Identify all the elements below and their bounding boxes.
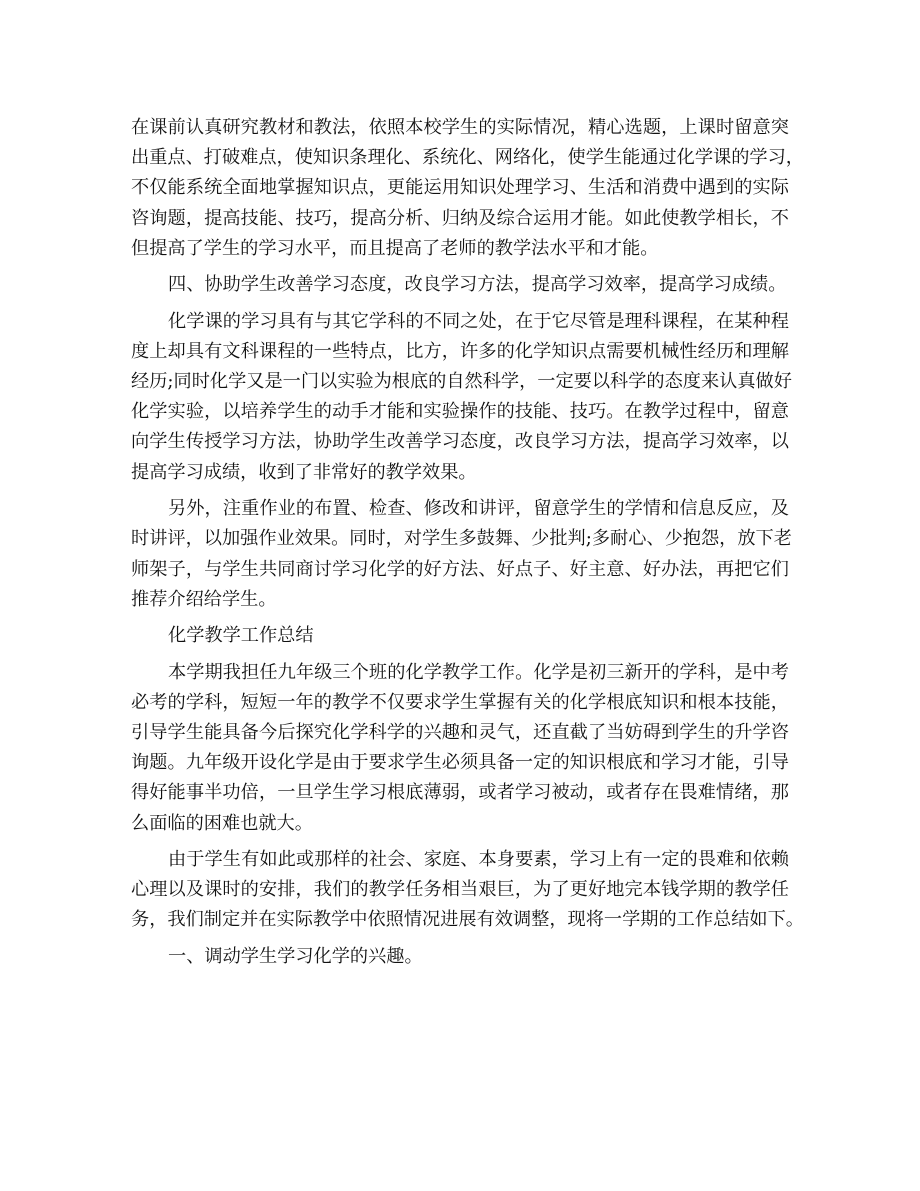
paragraph (131, 621, 789, 651)
text-line: 得好能事半功倍，一旦学生学习根底薄弱，或者学习被动，或者存在畏难情绪，那 (131, 782, 789, 804)
text-line: 另外，注重作业的布置、检查、修改和讲评，留意学生的学情和信息反应，及 (168, 498, 789, 520)
paragraph (131, 494, 792, 615)
text-line: 么面临的困难也就大。 (131, 812, 313, 834)
text-line: 心理以及课时的安排，我们的教学任务相当艰巨，为了更好地完本钱学期的教学任 (131, 879, 789, 901)
text-line: 经历;同时化学又是一门以实验为根底的自然科学，一定要以科学的态度来认真做好 (131, 371, 792, 393)
text-line: 咨询题，提高技能、技巧，提高分析、归纳及综合运用才能。如此使教学相长，不 (131, 207, 789, 229)
paragraph (131, 270, 789, 300)
text-line: 不仅能系统全面地掌握知识点，更能运用知识处理学习、生活和消费中遇到的实际 (131, 177, 789, 199)
text-line: 化学实验，以培养学生的动手才能和实验操作的技能、技巧。在教学过程中，留意 (131, 401, 789, 423)
text-line: 师架子，与学生共同商讨学习化学的好方法、好点子、好主意、好办法，再把它们 (131, 558, 789, 580)
text-line: 出重点、打破难点，使知识条理化、系统化、网络化，使学生能通过化学课的学习， (131, 147, 804, 169)
text-line: 但提高了学生的学习水平，而且提高了老师的教学法水平和才能。 (131, 237, 659, 259)
section-heading: 四、协助学生改善学习态度，改良学习方法，提高学习效率，提高学习成绩。 (168, 274, 787, 296)
paragraph (131, 113, 804, 264)
text-line: 务，我们制定并在实际教学中依照情况进展有效调整，现将一学期的工作总结如下。 (131, 909, 804, 931)
document-body (131, 113, 804, 972)
text-line: 引导学生能具备今后探究化学科学的兴趣和灵气，还直截了当妨碍到学生的升学咨 (131, 722, 789, 744)
text-line: 化学课的学习具有与其它学科的不同之处，在于它尽管是理科课程，在某种程 (168, 310, 789, 332)
paragraph (131, 942, 789, 972)
text-line: 必考的学科，短短一年的教学不仅要求学生掌握有关的化学根底知识和根本技能， (131, 691, 789, 713)
text-line: 在课前认真研究教材和教法，依照本校学生的实际情况，精心选题，上课时留意突 (131, 117, 789, 138)
paragraph (131, 658, 789, 839)
text-line: 由于学生有如此或那样的社会、家庭、本身要素，学习上有一定的畏难和依赖 (168, 849, 789, 871)
text-line: 度上却具有文科课程的一些特点，比方，许多的化学知识点需要机械性经历和理解 (131, 340, 789, 362)
paragraph (131, 307, 792, 488)
text-line: 时讲评，以加强作业效果。同时，对学生多鼓舞、少批判;多耐心、少抱怨，放下老 (131, 528, 792, 550)
text-line: 询题。九年级开设化学是由于要求学生必须具备一定的知识根底和学习才能，引导 (131, 752, 789, 774)
text-line: 向学生传授学习方法，协助学生改善学习态度，改良学习方法，提高学习效率，以 (131, 431, 789, 453)
text-line: 本学期我担任九年级三个班的化学教学工作。化学是初三新开的学科，是中考 (168, 661, 789, 683)
paragraph (131, 845, 804, 936)
text-line: 推荐介绍给学生。 (131, 588, 277, 610)
section-heading: 一、调动学生学习化学的兴趣。 (168, 945, 423, 967)
text-line: 提高学习成绩，收到了非常好的教学效果。 (131, 461, 477, 483)
document-title: 化学教学工作总结 (168, 625, 314, 647)
